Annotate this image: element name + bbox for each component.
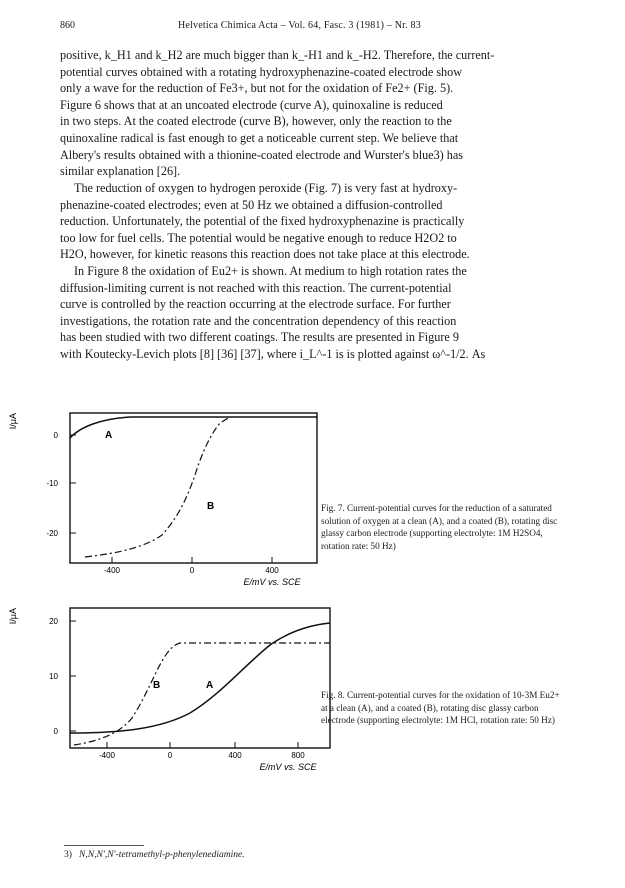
x-tick-label: 800 [291,751,305,760]
y-tick-label: 0 [53,431,58,440]
page-number: 860 [60,20,75,31]
x-axis-label: E/mV vs. SCE [243,577,301,587]
y-tick-label: 0 [53,727,58,736]
text-line: Albery's results obtained with a thionine-coated electrode and Wurster's blue3) has [60,147,464,162]
curve-a [70,623,330,733]
text-line: has been studied with two different coatings. The results are presented in Figure 9 [60,330,459,345]
x-axis-label: E/mV vs. SCE [259,762,317,772]
figure-8-caption: Fig. 8. Current-potential curves for the oxidation of 10-3M Eu2+ at a clean (A), and a coated (B), rotating disc glassy carbon electrode (supporting electrolyte: 1M HCl, rotation rate: 50 Hz) [321,690,560,726]
paragraph-1 [60,47,567,180]
plot-frame [70,608,330,748]
x-tick-label: -400 [98,751,116,760]
footnote-text: N,N,N',N'-tetramethyl-p-phenylenediamine. [79,850,245,860]
text-line: with Koutecky-Levich plots [8] [36] [37], where i_L^-1 is is plotted against ω^-1/2. As [60,346,486,361]
paragraph-3 [60,263,567,363]
text-line: The reduction of oxygen to hydrogen peroxide (Fig. 7) is very fast at hydroxy- [74,181,458,195]
text-line: similar explanation [26]. [60,164,181,179]
y-axis-label: I/μA [8,413,18,430]
text-line: positive, k_H1 and k_H2 are much bigger than k_-H1 and k_-H2. Therefore, the current- [60,48,495,62]
x-tick-label: 0 [189,566,195,575]
figure-8-plot [8,603,340,783]
text-line: In Figure 8 the oxidation of Eu2+ is shown. At medium to high rotation rates the [74,264,467,278]
text-line: potential curves obtained with a rotating hydroxyphenazine-coated electrode show [60,64,463,79]
text-line: diffusion-limiting current is not reached with this reaction. The current-potential [60,280,452,295]
curve-label-b: B [207,501,215,512]
text-line: Figure 6 shows that at an uncoated electrode (curve A), quinoxaline is reduced [60,97,443,112]
text-line: curve is controlled by the reaction occurring at the electrode surface. For further [60,297,451,312]
text-line: too low for fuel cells. The potential would be negative enough to reduce H2O2 to [60,230,457,245]
curve-label-a: A [206,680,214,691]
text-line: investigations, the rotation rate and the concentration dependency of this reaction [60,313,457,328]
text-line: in two steps. At the coated electrode (curve B), however, only the reaction to the [60,114,452,129]
text-line: H2O, however, for kinetic reasons this reaction does not take place at this electrode. [60,247,470,262]
footnote [64,850,245,860]
text-line: reduction. Unfortunately, the potential of the fixed hydroxyphenazine is practically [60,214,465,229]
running-title: Helvetica Chimica Acta – Vol. 64, Fasc. 3 (1981) – Nr. 83 [178,20,421,31]
text-line: quinoxaline radical is fast enough to get a noticeable current step. We believe that [60,130,459,145]
figure-7-caption: Fig. 7. Current-potential curves for the reduction of a saturated solution of oxygen at a clean (A), and a coated (B), rotating disc glassy carbon electrode (supporting electrolyte: 1M H2SO4, rotation rate: 50 Hz) [321,503,558,551]
text-line: phenazine-coated electrodes; even at 50 Hz we obtained a diffusion-controlled [60,197,443,212]
y-tick-label: -20 [46,529,58,538]
y-axis-label: I/μA [8,608,18,625]
text-line: only a wave for the reduction of Fe3+, but not for the oxidation of Fe2+ (Fig. 5). [60,81,454,96]
y-tick-label: -10 [46,479,58,488]
curve-b [74,643,330,745]
footnote-rule [64,845,144,846]
curve-label-b: B [153,680,161,691]
curve-label-a: A [105,430,113,441]
x-tick-label: -400 [103,566,121,575]
y-tick-label: 10 [49,672,58,681]
paragraph-2 [60,180,567,263]
figure-7-plot [8,405,330,590]
x-tick-label: 400 [265,566,279,575]
x-tick-label: 400 [228,751,242,760]
y-tick-label: 20 [49,617,58,626]
footnote-mark: 3) [64,850,72,860]
x-tick-label: 0 [167,751,173,760]
